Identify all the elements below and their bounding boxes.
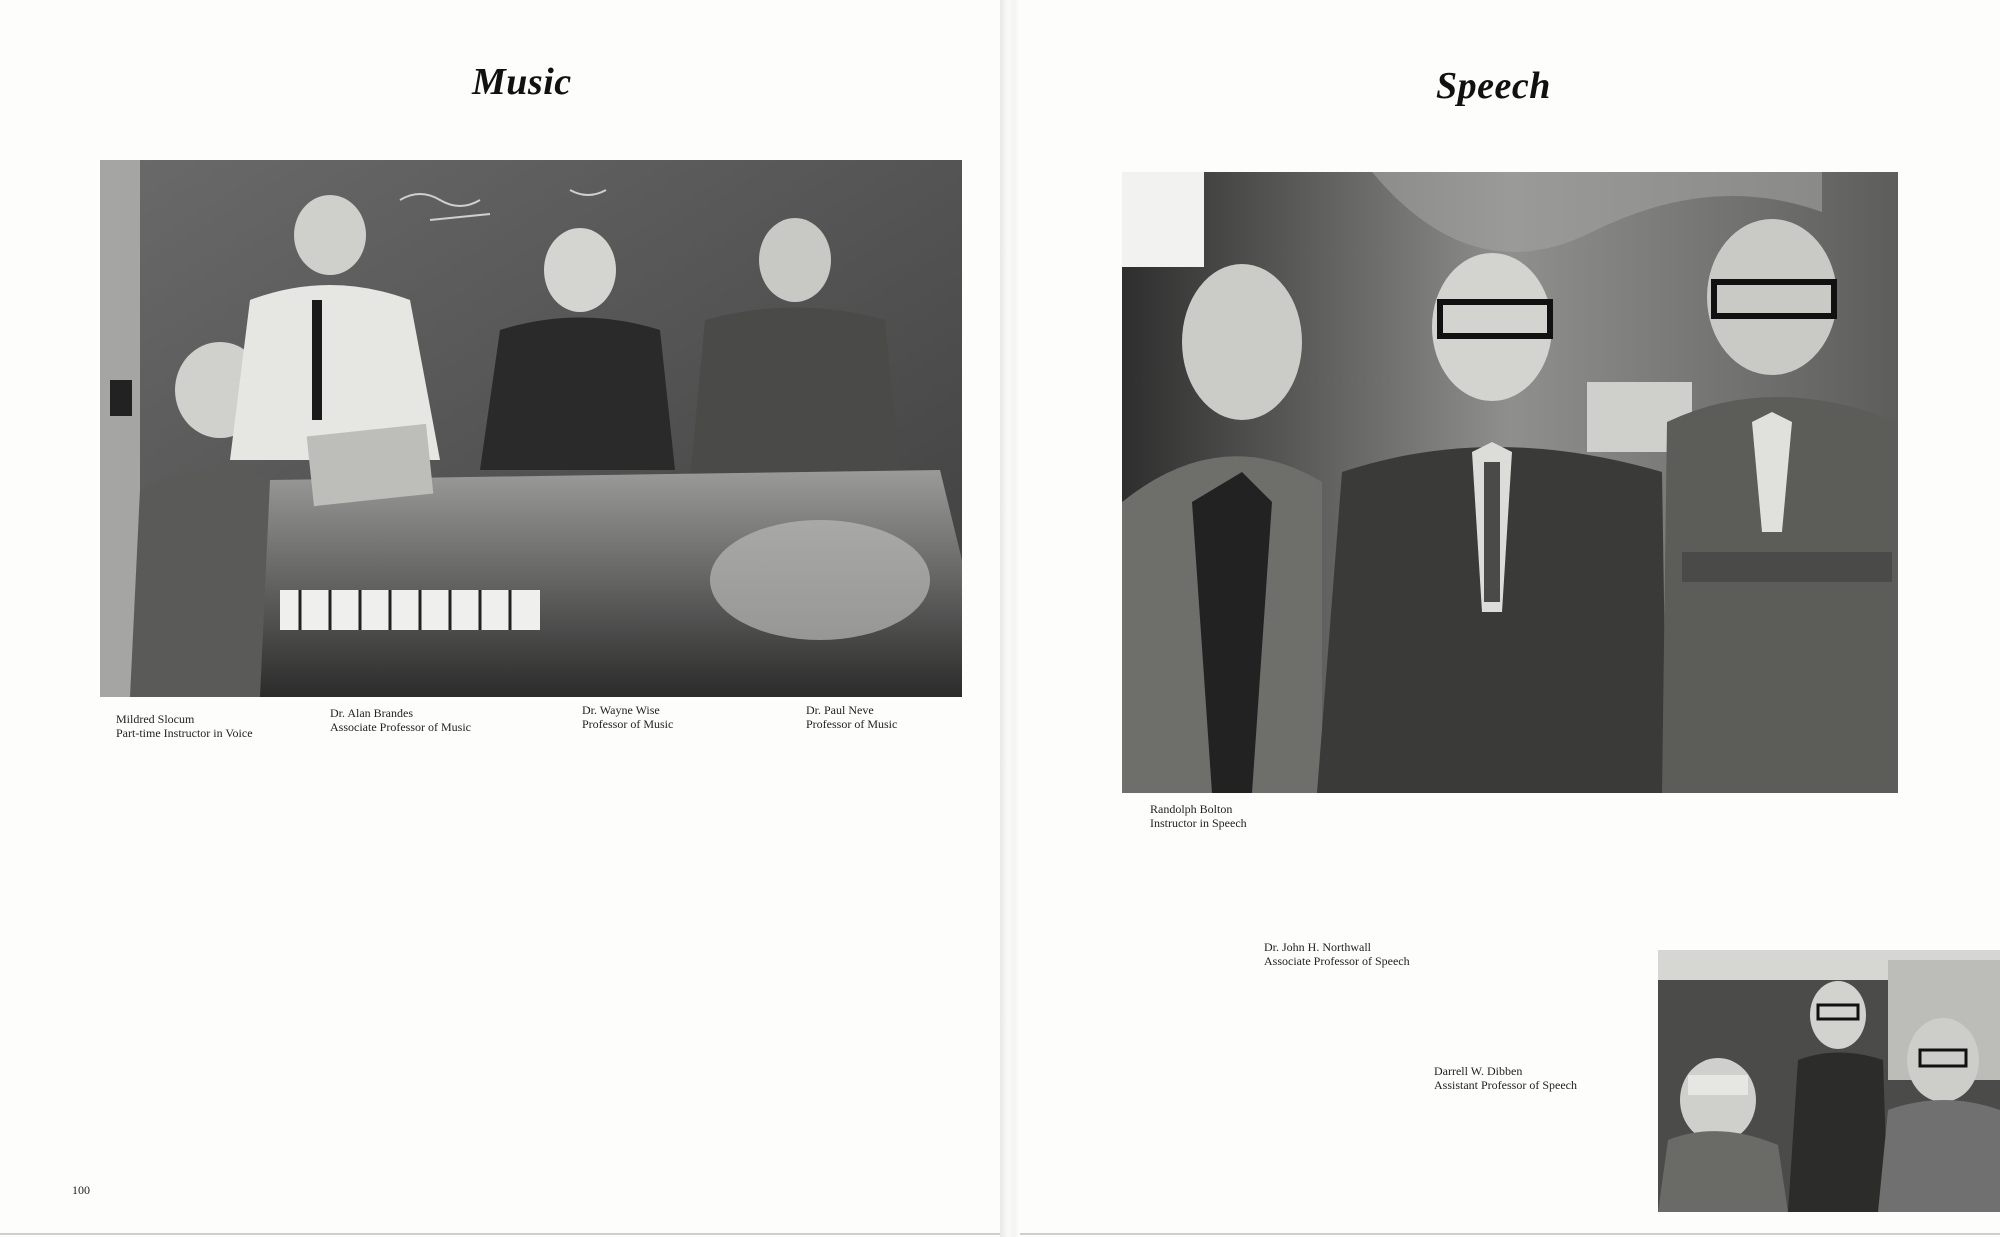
speech-candid-image (1658, 950, 2000, 1212)
caption-northwall (1264, 940, 1410, 968)
caption-name: Mildred Slocum (116, 712, 195, 726)
caption-brandes (330, 706, 471, 734)
caption-title: Associate Professor of Music (330, 720, 471, 734)
caption-title: Part-time Instructor in Voice (116, 726, 253, 740)
speech-faculty-photo (1122, 172, 1898, 793)
music-heading: Music (472, 61, 572, 103)
speech-photo-image (1122, 172, 1898, 793)
caption-title: Assistant Professor of Speech (1434, 1078, 1577, 1092)
caption-name: Dr. John H. Northwall (1264, 940, 1371, 954)
caption-title: Instructor in Speech (1150, 816, 1247, 830)
caption-name: Darrell W. Dibben (1434, 1064, 1523, 1078)
caption-title: Professor of Music (806, 717, 898, 731)
caption-slocum (116, 712, 253, 740)
caption-title: Professor of Music (582, 717, 674, 731)
bottom-edge-right (1020, 1233, 2000, 1235)
speech-candid-photo (1658, 950, 2000, 1212)
caption-title: Associate Professor of Speech (1264, 954, 1410, 968)
music-faculty-photo (100, 160, 962, 697)
caption-wise (582, 703, 673, 731)
speech-heading: Speech (1436, 65, 1551, 107)
page-number: 100 (72, 1183, 90, 1197)
bottom-edge-left (0, 1233, 1000, 1235)
music-photo-image (100, 160, 962, 697)
caption-name: Randolph Bolton (1150, 802, 1233, 816)
caption-name: Dr. Paul Neve (806, 703, 874, 717)
page-gutter (1000, 0, 1020, 1237)
caption-name: Dr. Wayne Wise (582, 703, 660, 717)
caption-neve (806, 703, 897, 731)
caption-name: Dr. Alan Brandes (330, 706, 413, 720)
caption-dibben (1434, 1064, 1577, 1092)
caption-bolton (1150, 802, 1247, 830)
